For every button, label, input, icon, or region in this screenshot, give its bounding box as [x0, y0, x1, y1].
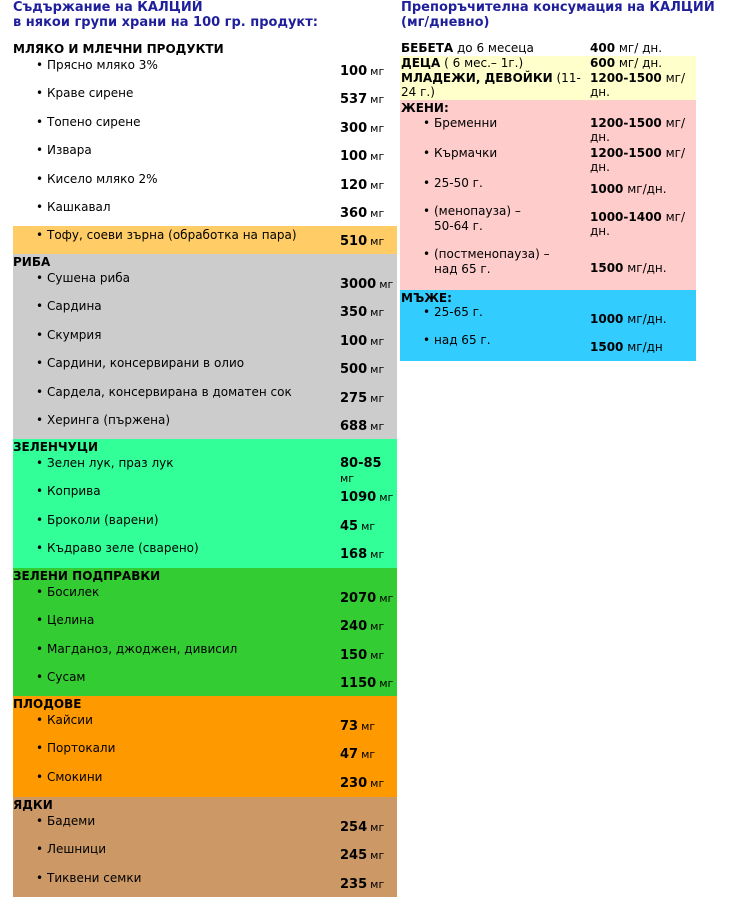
food-row [13, 297, 397, 325]
intake-value: 1200-1500 мг/ дн. [590, 116, 685, 144]
recommended-intake-table [400, 41, 696, 361]
food-row [13, 141, 397, 169]
left-title-line2: в някои групи храни на 100 гр. продукт: [13, 15, 318, 30]
food-row [13, 269, 397, 297]
intake-label: МЛАДЕЖИ, ДЕВОЙКИ [401, 71, 553, 85]
food-group-title: ЗЕЛЕНЧУЦИ [13, 440, 99, 454]
left-title-line1: Съдържание на КАЛЦИЙ [13, 0, 203, 15]
food-name: • Зелен лук, праз лук [47, 456, 173, 470]
food-name: • Краве сирене [47, 86, 133, 100]
food-value: 1150 мг [340, 676, 394, 692]
food-value: 275 мг [340, 390, 385, 406]
food-value: 2070 мг [340, 591, 394, 606]
food-name: • Прясно мляко 3% [47, 58, 158, 72]
intake-subitem: • Бременни [434, 116, 584, 131]
food-row [13, 84, 397, 112]
food-name: • Смокини [47, 770, 102, 784]
right-title [401, 0, 731, 30]
food-value: 100 мг [340, 149, 385, 165]
food-row [13, 711, 397, 739]
food-value: 150 мг [340, 647, 385, 663]
food-name: • Извара [47, 143, 92, 157]
food-group-title: ЯДКИ [13, 798, 53, 812]
food-group-dairy [13, 41, 397, 226]
food-name: • Сардина [47, 299, 102, 313]
food-row [13, 640, 397, 668]
food-row [13, 326, 397, 354]
food-name: • Коприва [47, 484, 101, 498]
intake-value: 1000 мг/дн. [590, 312, 667, 326]
food-name: • Сардини, консервирани в олио [47, 356, 244, 370]
food-row [13, 840, 397, 868]
food-value: 688 мг [340, 418, 385, 434]
food-value: 360 мг [340, 205, 385, 221]
intake-value: 1200-1500 мг/ дн. [590, 146, 685, 174]
intake-group-title: МЪЖЕ: [401, 291, 452, 305]
intake-value: 1500 мг/дн. [590, 261, 667, 275]
food-name: • Целина [47, 613, 94, 627]
food-name: • Херинга (пържена) [47, 413, 170, 427]
food-group-title: МЛЯКО И МЛЕЧНИ ПРОДУКТИ [13, 42, 224, 56]
intake-row-teens [400, 71, 696, 100]
food-value: 47 мг [340, 747, 376, 763]
calcium-content-table [13, 41, 397, 897]
food-name: • Тофу, соеви зърна (обработка на пара) [47, 228, 297, 242]
intake-subitem: • 25-50 г. [434, 176, 584, 191]
intake-note: до 6 месеца [453, 41, 534, 55]
food-row [13, 539, 397, 567]
food-name: • Босилек [47, 585, 99, 599]
food-row [13, 113, 397, 141]
food-name: • Топено сирене [47, 115, 141, 129]
intake-group-men [400, 290, 696, 361]
food-group-fish [13, 254, 397, 439]
food-value: 80-85 мг [340, 456, 382, 485]
food-name: • Магданоз, джоджен, дивисил [47, 642, 237, 656]
left-title [13, 0, 393, 30]
food-name: • Къдраво зеле (сварено) [47, 541, 199, 555]
intake-note: (11-24 г.) [401, 71, 581, 99]
food-row [13, 354, 397, 382]
intake-value: 1200-1500 мг/ дн. [590, 71, 685, 99]
food-name: • Скумрия [47, 328, 101, 342]
intake-group-women [400, 100, 696, 290]
food-value: 240 мг [340, 619, 385, 635]
intake-subitem: • (менопауза) – 50-64 г. [434, 204, 544, 234]
intake-value: 400 мг/ дн. [590, 41, 663, 55]
food-value: 537 мг [340, 92, 385, 108]
food-row [13, 198, 397, 226]
food-row [13, 583, 397, 611]
intake-value: 1000 мг/дн. [590, 182, 667, 196]
food-name: • Тиквени семки [47, 871, 141, 885]
food-row [13, 170, 397, 198]
food-row [13, 812, 397, 840]
food-value: 100 мг [340, 64, 385, 79]
food-row [13, 482, 397, 510]
food-group-title: ПЛОДОВЕ [13, 697, 82, 711]
food-group-herbs [13, 568, 397, 696]
food-row [13, 226, 397, 254]
intake-row-babies [400, 41, 696, 56]
food-row [13, 383, 397, 411]
intake-label: ДЕЦА [401, 56, 441, 70]
food-name: • Кисело мляко 2% [47, 172, 158, 186]
food-name: • Сардела, консервирана в доматен сок [47, 385, 292, 399]
food-name: • Броколи (варени) [47, 513, 159, 527]
food-row-tofu [13, 226, 397, 254]
food-row [13, 768, 397, 796]
food-value: 350 мг [340, 305, 385, 321]
food-group-title: ЗЕЛЕНИ ПОДПРАВКИ [13, 569, 161, 583]
intake-group-title: ЖЕНИ: [401, 101, 449, 115]
food-row [13, 511, 397, 539]
food-value: 120 мг [340, 177, 385, 193]
food-name: • Лешници [47, 842, 106, 856]
food-value: 168 мг [340, 547, 385, 563]
food-value: 500 мг [340, 362, 385, 378]
intake-label: БЕБЕТА [401, 41, 454, 55]
food-value: 300 мг [340, 120, 385, 136]
food-row [13, 668, 397, 696]
right-title-line1: Препоръчителна консумация на КАЛЦИЙ [401, 0, 715, 15]
food-group-nuts [13, 797, 397, 897]
intake-value: 1500 мг/дн [590, 340, 663, 354]
intake-subitem: • Кърмачки [434, 146, 584, 161]
food-value: 100 мг [340, 333, 385, 349]
food-name: • Кайсии [47, 713, 93, 727]
intake-subitem: • над 65 г. [434, 333, 584, 348]
food-row [13, 411, 397, 439]
food-group-title: РИБА [13, 255, 51, 269]
food-name: • Сусам [47, 670, 85, 684]
right-title-line2: (мг/дневно) [401, 15, 490, 30]
food-value: 73 мг [340, 719, 376, 734]
food-row [13, 869, 397, 897]
intake-subitem: • (постменопауза) – над 65 г. [434, 247, 559, 277]
food-value: 1090 мг [340, 490, 394, 506]
intake-note: ( 6 мес.– 1г.) [440, 56, 524, 70]
food-name: • Сушена риба [47, 271, 130, 285]
food-group-fruits [13, 696, 397, 797]
food-name: • Портокали [47, 741, 115, 755]
food-row [13, 56, 397, 84]
food-value: 230 мг [340, 775, 385, 791]
intake-row-children [400, 56, 696, 71]
food-value: 45 мг [340, 518, 376, 534]
food-row [13, 454, 397, 485]
food-row [13, 611, 397, 639]
food-row [13, 739, 397, 767]
food-value: 3000 мг [340, 277, 394, 292]
food-value: 245 мг [340, 848, 385, 864]
intake-value: 1000-1400 мг/ дн. [590, 210, 685, 238]
intake-subitem: • 25-65 г. [434, 305, 584, 320]
food-group-vegetables [13, 439, 397, 568]
food-name: • Кашкавал [47, 200, 111, 214]
food-value: 235 мг [340, 876, 385, 892]
food-name: • Бадеми [47, 814, 95, 828]
food-value: 254 мг [340, 820, 385, 835]
intake-value: 600 мг/ дн. [590, 56, 663, 70]
food-value: 510 мг [340, 234, 385, 249]
